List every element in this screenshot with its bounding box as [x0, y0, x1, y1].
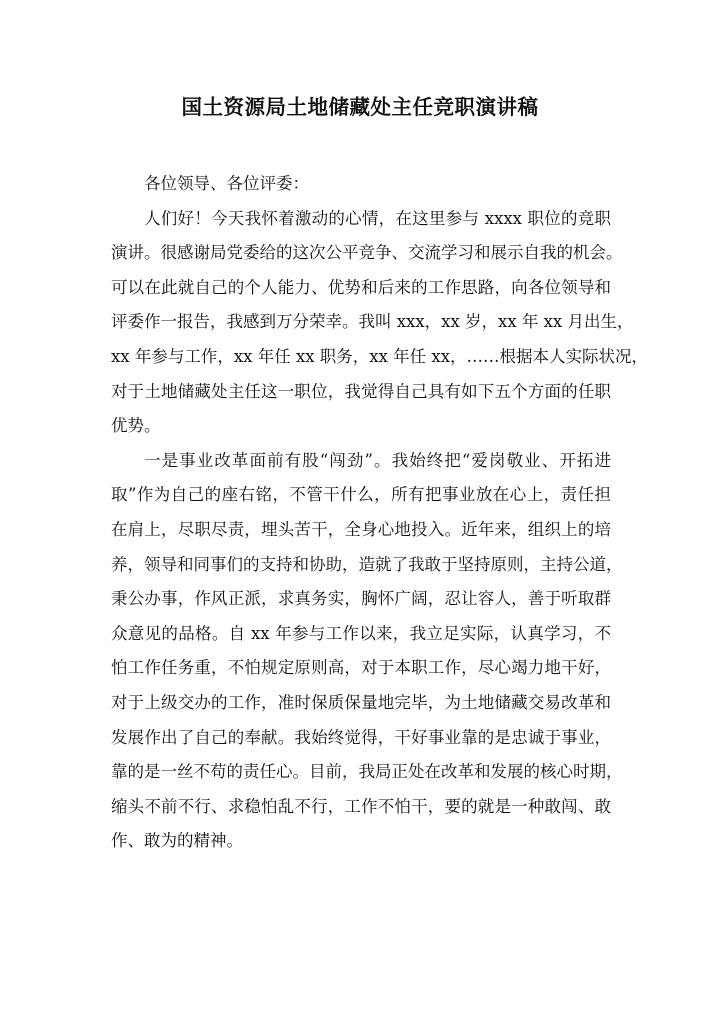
paragraph-2-line: 靠的是一丝不苟的责任心。目前，我局正处在改革和发展的核心时期，: [111, 762, 623, 782]
paragraph-2-line: 在肩上，尽职尽责，埋头苦干，全身心地投入。近年来，组织上的培: [111, 519, 611, 539]
paragraph-2-line: 秉公办事，作风正派，求真务实，胸怀广阔，忍让容人，善于听取群: [111, 589, 611, 609]
paragraph-2-line: 众意见的品格。自 xx 年参与工作以来，我立足实际，认真学习，不: [111, 623, 611, 643]
paragraph-1-line: 优势。: [111, 416, 161, 436]
paragraph-1-line: 演讲。很感谢局党委给的这次公平竞争、交流学习和展示自我的机会。: [111, 243, 623, 263]
document-body: [111, 167, 649, 859]
paragraph-2-line: 对于上级交办的工作，准时保质保量地完毕，为土地储藏交易改革和: [111, 692, 611, 712]
paragraph-2-line: 养，领导和同事们的支持和协助，造就了我敢于坚持原则，主持公道，: [111, 554, 623, 574]
paragraph-2-line: 缩头不前不行、求稳怕乱不行，工作不怕干，要的就是一种敢闯、敢: [111, 796, 611, 816]
paragraph-1-line: 对于土地储藏处主任这一职位，我觉得自己具有如下五个方面的任职: [111, 381, 611, 401]
salutation-line: 各位领导、各位评委：: [144, 174, 309, 193]
paragraph-2-line: 作、敢为的精神。: [111, 831, 243, 851]
document-title: 国土资源局土地储藏处主任竞职演讲稿: [181, 95, 539, 119]
paragraph-2-line: 一是事业改革面前有股“闯劲”。我始终把“爱岗敬业、开拓进: [144, 450, 611, 470]
paragraph-1-line: 可以在此就自己的个人能力、优势和后来的工作思路，向各位领导和: [111, 277, 611, 297]
paragraph-1-line: 评委作一报告，我感到万分荣幸。我叫 xxx，xx 岁，xx 年 xx 月出生，: [111, 312, 634, 332]
paragraph-2-line: 发展作出了自己的奉献。我始终觉得，干好事业靠的是忠诚于事业，: [111, 727, 611, 747]
paragraph-2-line: 怕工作任务重，不怕规定原则高，对于本职工作，尽心竭力地干好，: [111, 658, 611, 678]
paragraph-2-line: 取”作为自己的座右铭，不管干什么，所有把事业放在心上，责任担: [111, 485, 611, 505]
paragraph-1-line: 人们好！今天我怀着激动的心情，在这里参与 xxxx 职位的竞职: [144, 208, 611, 228]
paragraph-1-line: xx 年参与工作，xx 年任 xx 职务，xx 年任 xx，……根据本人实际状况，: [111, 346, 649, 366]
